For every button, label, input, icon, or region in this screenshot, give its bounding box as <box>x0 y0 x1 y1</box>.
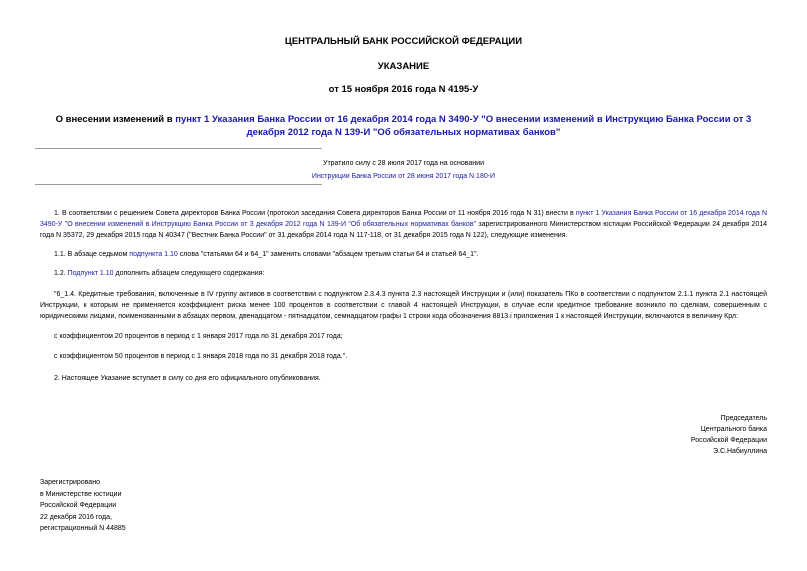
document-date: от 15 ноября 2016 года N 4195-У <box>328 84 479 95</box>
paragraph-1-1-text-b: слова "статьями 64 и 64_1" заменить словами "абзацем третьим статьи 64 и статьей 64_1". <box>177 251 479 258</box>
signature-org: Центрального банка <box>700 426 767 433</box>
expiry-link[interactable]: Инструкции Банка России от 28 июня 2017 года N 180-И <box>311 173 496 180</box>
signature-country: Российской Федерации <box>690 437 767 444</box>
coefficient-50: с коэффициентом 50 процентов в период с 1 января 2018 года по 31 декабря 2018 года.". <box>54 353 348 360</box>
subject-prefix: О внесении изменений в <box>55 114 176 125</box>
paragraph-1-text-b: зарегистрированного Министерством юстиции Российской Федерации 24 декабря 2014 года N 35372, 29 декабря 2015 года N 40347 ("Вестник Банка России" от 31 декабря 2014 года N 117-118, от 31 декабря 2015 года N 122), следующие изменения. <box>40 221 767 239</box>
paragraph-1-2-text-a: 1.2. <box>54 270 68 277</box>
paragraph-1-1 <box>54 249 479 260</box>
paragraph-1-2 <box>54 268 264 279</box>
paragraph-1-text-a: 1. В соответствии с решением Совета директоров Банка России (протокол заседания Совета директоров Банка России от 11 ноября 2016 года N 31) внести в <box>54 210 576 217</box>
signature-position: Председатель <box>720 415 767 422</box>
registration-l2: в Министерстве юстиции <box>40 490 122 498</box>
divider-bottom <box>35 184 322 185</box>
subject-link[interactable]: пункт 1 Указания Банка России от 16 декабря 2014 года N 3490-У "О внесении изменений в Инструкцию Банка России от 3 декабря 2012 года N 139-И "Об обязательных нормативах банков" <box>175 114 752 138</box>
registration-l3: Российской Федерации <box>40 502 117 509</box>
registration-l4: 22 декабря 2016 года, <box>40 513 112 521</box>
expiry-note <box>300 157 507 183</box>
document-kind: УКАЗАНИЕ <box>377 61 430 72</box>
signature-block <box>691 413 767 457</box>
divider-top <box>35 148 322 149</box>
signature-name: Э.С.Набиуллина <box>712 448 767 455</box>
document-subject <box>40 113 767 139</box>
issuer-title: ЦЕНТРАЛЬНЫЙ БАНК РОССИЙСКОЙ ФЕДЕРАЦИИ <box>284 36 523 47</box>
paragraph-2: 2. Настоящее Указание вступает в силу со дня его официального опубликования. <box>54 375 321 382</box>
registration-l5: регистрационный N 44885 <box>40 525 126 532</box>
subpoint-1-10-link-2[interactable]: Подпункт 1.10 <box>67 270 114 277</box>
quoted-paragraph: "6_1.4. Кредитные требования, включенные в IV группу активов в соответствии с подпунктом 2.3.4.3 пункта 2.3 настоящей Инструкции и (или) показатель ПКо в соответствии с подпунктом 2.1.1 пункта 2.1 настоящей Инструкции, к которым не применяется коэффициент риска менее 100 процентов в соответствии с главой 4 настоящей Инструкции, в случае если кредитное требование возникло по сделкам, совершенным с юридическими лицами, поименованными в абзацах первом, двенадцатом - пятнадцатом, семнадцатом графы 1 строки кода обозначения 8813.i приложения 1 к настоящей Инструкции, включаются в величину Крл: <box>40 291 767 320</box>
paragraph-1-1-text-a: 1.1. В абзаце седьмом <box>54 251 130 258</box>
paragraph-1-2-text-b: дополнить абзацем следующего содержания: <box>113 270 265 277</box>
coefficient-20: с коэффициентом 20 процентов в период с 1 января 2017 года по 31 декабря 2017 года; <box>54 333 343 340</box>
paragraph-1-link[interactable]: пункт 1 Указания Банка России от 16 декабря 2014 года N 3490-У "О внесении изменений в Инструкцию Банка России от 3 декабря 2012 года N 139-И "Об обязательных нормативах банков" <box>40 210 768 228</box>
expiry-text: Утратило силу с 28 июля 2017 года на основании <box>323 160 484 167</box>
registration-l1: Зарегистрировано <box>40 479 100 486</box>
paragraph-1 <box>40 208 767 241</box>
registration-block <box>40 477 126 535</box>
subpoint-1-10-link[interactable]: подпункта 1.10 <box>129 251 178 258</box>
